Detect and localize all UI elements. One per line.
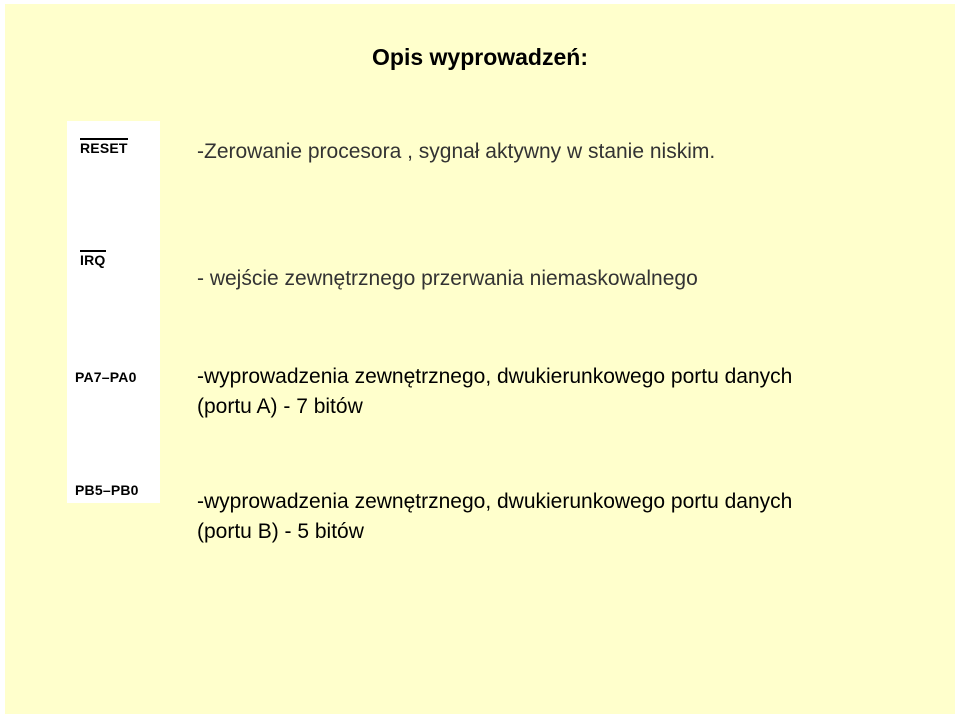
pin-label-strip (67, 121, 160, 503)
pin-description-irq: - wejście zewnętrznego przerwania niemaskowalnego (197, 267, 698, 290)
pin-label-pa: PA7–PA0 (75, 369, 137, 385)
pin-description-pb: -wyprowadzenia zewnętrznego, dwukierunkowego portu danych (portu B) - 5 bitów (197, 490, 793, 543)
pin-label-irq: IRQ (80, 252, 106, 268)
pin-description-reset: -Zerowanie procesora , sygnał aktywny w stanie niskim. (197, 140, 716, 163)
pin-description-pa: -wyprowadzenia zewnętrznego, dwukierunkowego portu danych (portu A) - 7 bitów (197, 365, 793, 418)
pin-label-reset: RESET (80, 140, 128, 156)
slide-title: Opis wyprowadzeń: (372, 44, 588, 70)
pin-label-pb: PB5–PB0 (75, 482, 139, 498)
